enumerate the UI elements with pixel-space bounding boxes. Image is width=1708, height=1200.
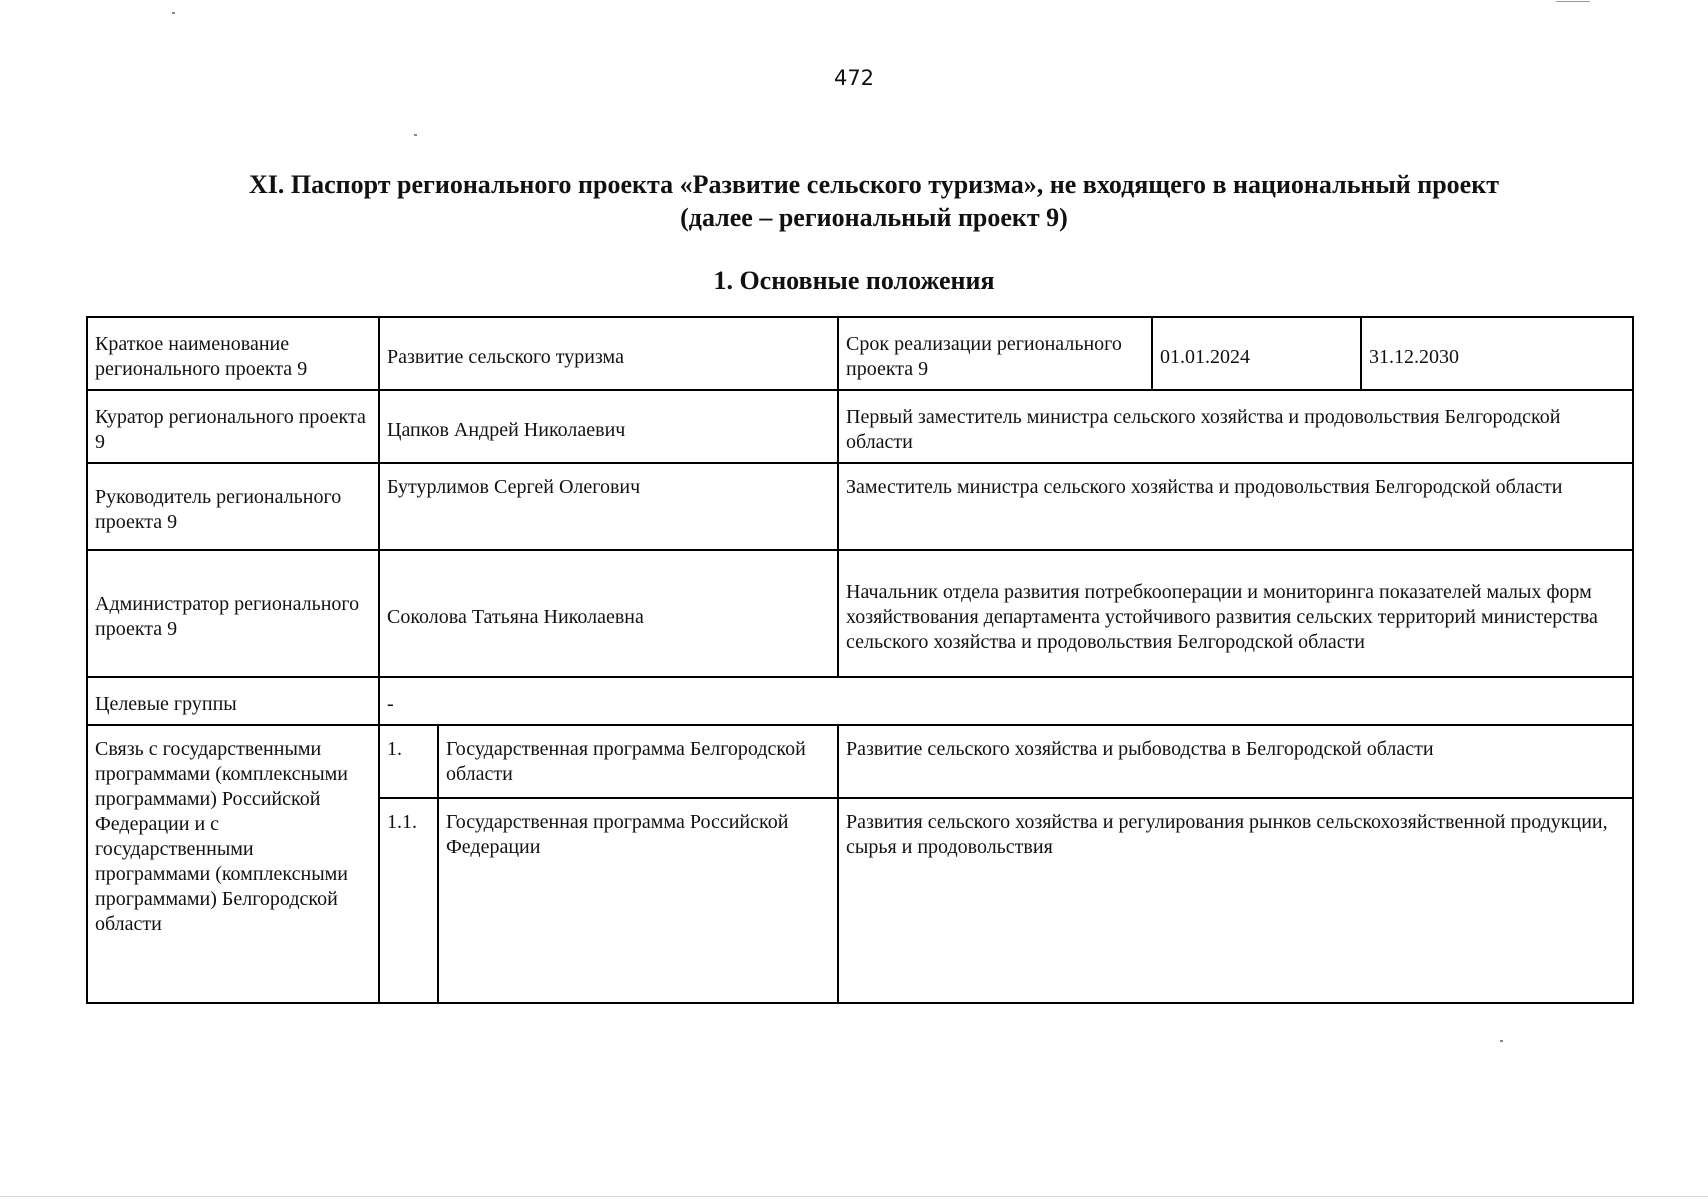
section-title: 1. Основные положения bbox=[713, 266, 995, 295]
document-title bbox=[120, 168, 1628, 234]
table-row-short-name bbox=[87, 317, 1633, 390]
program-name: Развитие сельского хозяйства и рыбоводства в Белгородской области bbox=[838, 725, 1633, 798]
project-passport-table bbox=[86, 316, 1634, 1004]
admin-name: Соколова Татьяна Николаевна bbox=[379, 550, 838, 677]
scan-artifact-dot bbox=[1500, 1040, 1503, 1042]
program-name: Развития сельского хозяйства и регулирования рынков сельскохозяйственной продукции, сырья и продовольствия bbox=[838, 798, 1633, 1003]
head-position: Заместитель министра сельского хозяйства и продовольствия Белгородской области bbox=[838, 463, 1633, 550]
short-name-label: Краткое наименование регионального проекта 9 bbox=[87, 317, 379, 390]
admin-label: Администратор регионального проекта 9 bbox=[87, 550, 379, 677]
table-row-head bbox=[87, 463, 1633, 550]
term-end: 31.12.2030 bbox=[1361, 317, 1633, 390]
admin-position: Начальник отдела развития потребкооперации и мониторинга показателей малых форм хозяйствования департамента устойчивого развития сельских территорий министерства сельского хозяйства и продовольствия Белгородской области bbox=[838, 550, 1633, 677]
table-row-program-1 bbox=[87, 725, 1633, 798]
scan-artifact-dot bbox=[414, 134, 417, 136]
curator-label: Куратор регионального проекта 9 bbox=[87, 390, 379, 463]
program-number: 1. bbox=[379, 725, 438, 798]
document-title-line-1: XI. Паспорт регионального проекта «Развитие сельского туризма», не входящего в национальный проект bbox=[249, 170, 1499, 199]
scan-artifact-top-right bbox=[1556, 1, 1590, 2]
head-label: Руководитель регионального проекта 9 bbox=[87, 463, 379, 550]
document-title-line-2: (далее – региональный проект 9) bbox=[680, 203, 1068, 232]
target-groups-value: - bbox=[379, 677, 1633, 725]
program-type: Государственная программа Российской Федерации bbox=[438, 798, 838, 1003]
program-number: 1.1. bbox=[379, 798, 438, 1003]
table-row-administrator bbox=[87, 550, 1633, 677]
program-type: Государственная программа Белгородской области bbox=[438, 725, 838, 798]
table-row-curator bbox=[87, 390, 1633, 463]
page-number: 472 bbox=[833, 66, 875, 90]
curator-name: Цапков Андрей Николаевич bbox=[379, 390, 838, 463]
head-name: Бутурлимов Сергей Олегович bbox=[379, 463, 838, 550]
table-row-target-groups bbox=[87, 677, 1633, 725]
short-name-value: Развитие сельского туризма bbox=[379, 317, 838, 390]
scan-artifact-bottom bbox=[0, 1196, 1708, 1197]
programs-link-label: Связь с государственными программами (комплексными программами) Российской Федерации и с государственными программами (комплексными программами) Белгородской области bbox=[87, 725, 379, 1003]
curator-position: Первый заместитель министра сельского хозяйства и продовольствия Белгородской области bbox=[838, 390, 1633, 463]
term-start: 01.01.2024 bbox=[1152, 317, 1361, 390]
target-groups-label: Целевые группы bbox=[87, 677, 379, 725]
scan-artifact-dot bbox=[172, 12, 175, 14]
term-label: Срок реализации регионального проекта 9 bbox=[838, 317, 1152, 390]
